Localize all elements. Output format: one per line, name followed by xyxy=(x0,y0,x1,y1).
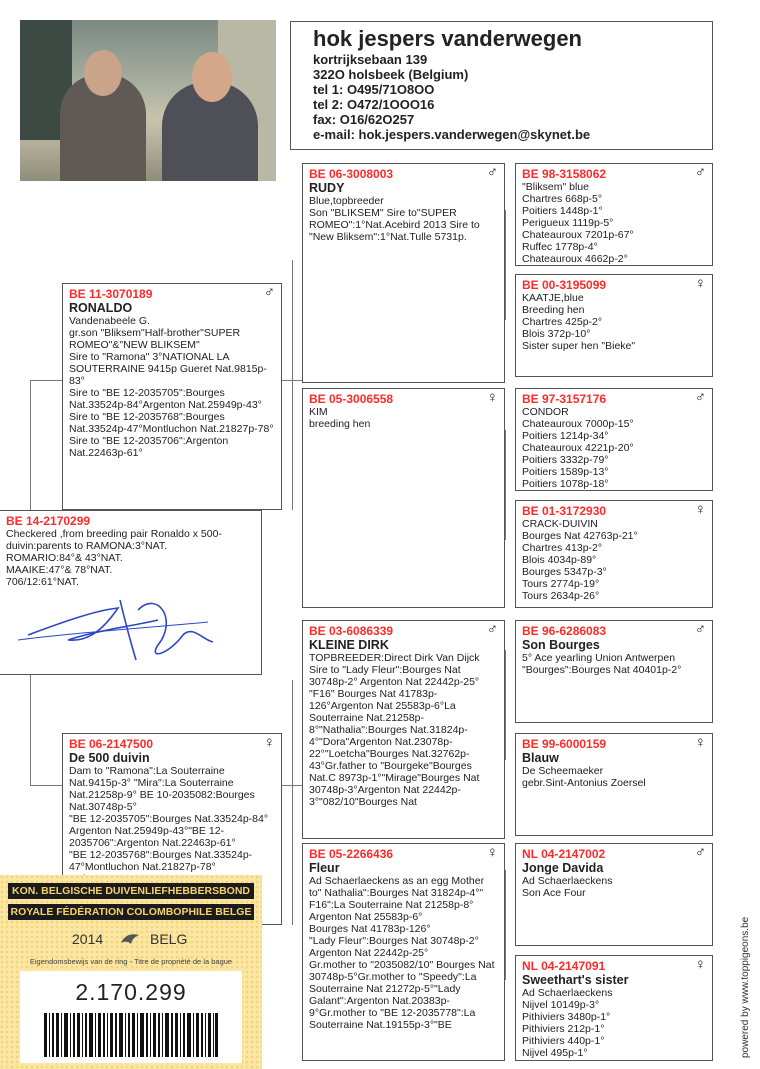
ring-number: BE 11-3070189 xyxy=(69,287,153,301)
bird-notes: Ad Schaerlaeckens as an egg Mother to" Nathalia":Bourges Nat 31824p-4°" F16":La Souterraine Nat 21258p-8° Argenton Nat 25583p-6° Bourges Nat 41783p-126° "Lady Fleur":Bourges Nat 30748p-2° Argenton Nat 22442p-25° Gr.mother to "2035082/10" Bourges Nat 30748p-5°Gr.mother to "Speedy":La Souterraine Nat 21272p-5°"Lady Galant":Argenton Nat.20383p-9°Gr.mother to "BE 12-2035778":La Souterraine Nat.19155p-3°"BE xyxy=(309,875,495,1031)
female-icon: ♀ xyxy=(486,389,498,406)
ring-number: BE 03-6086339 xyxy=(309,624,394,638)
bird-notes: 5° Ace yearling Union Antwerpen "Bourges":Bourges Nat 40401p-2° xyxy=(522,652,682,676)
ring-number: BE 99-6000159 xyxy=(522,737,607,751)
credit-text: powered by www.toppigeons.be xyxy=(740,916,751,1058)
ggs-card-3 xyxy=(515,620,713,723)
ring-number: NL 04-2147091 xyxy=(522,959,606,973)
ring-number: BE 05-2266436 xyxy=(309,847,394,861)
bird-name: RUDY xyxy=(309,181,345,195)
ggd-card-2 xyxy=(515,500,713,608)
loft-title: hok jespers vanderwegen xyxy=(313,26,582,51)
bird-name: KLEINE DIRK xyxy=(309,638,389,652)
sire-card xyxy=(62,283,282,510)
male-icon: ♂ xyxy=(694,621,706,638)
pigeon-logo-icon xyxy=(118,929,142,949)
bird-notes: KIM breeding hen xyxy=(309,406,371,430)
ring-number: BE 01-3172930 xyxy=(522,504,607,518)
federation-name-nl: KON. BELGISCHE DUIVENLIEFHEBBERSBOND xyxy=(8,883,254,899)
female-icon: ♀ xyxy=(694,501,706,518)
bird-name: Son Bourges xyxy=(522,638,600,652)
bird-notes: Dam to "Ramona":La Souterraine Nat.9415p-3° "Mira":La Souterraine Nat.21258p-9° BE 10-2035082:Bourges Nat.30748p-5° "BE 12-2035705":Bourges Nat.33524p-84° Argenton Nat.25949p-43°"BE 12-2035706":Argenton Nat.22463p-61° "BE 12-2035768":Bourges Nat.33524p-47°Montluchon Nat.21827p-78° xyxy=(69,765,269,873)
bird-name: RONALDO xyxy=(69,301,133,315)
ggs-card-2 xyxy=(515,388,713,491)
barcode xyxy=(44,1013,218,1057)
male-icon: ♂ xyxy=(694,844,706,861)
ggd-card-4 xyxy=(515,955,713,1061)
bird-notes: Ad Schaerlaeckens Son Ace Four xyxy=(522,875,613,899)
federation-name-fr: ROYALE FÉDÉRATION COLOMBOPHILE BELGE xyxy=(8,904,254,920)
granddam-maternal-card xyxy=(302,843,505,1061)
granddam-paternal-card xyxy=(302,388,505,608)
ggs-card-4 xyxy=(515,843,713,946)
bird-notes: Checkered ,from breeding pair Ronaldo x 500-duivin:parents to RAMONA:3°NAT. ROMARIO:84°& 43°NAT. MAAIKE:47°& 78°NAT. 706/12:61°NAT. xyxy=(6,528,222,588)
male-icon: ♂ xyxy=(263,284,275,301)
male-icon: ♂ xyxy=(486,164,498,181)
male-icon: ♂ xyxy=(694,164,706,181)
bird-name: Sweethart's sister xyxy=(522,973,629,987)
ring-number: BE 14-2170299 xyxy=(6,514,91,528)
certificate-caption: Eigendomsbewijs van de ring - Titre de propriété de la bague xyxy=(29,957,233,966)
fax-line: fax: O16/62O257 xyxy=(313,112,415,127)
female-icon: ♀ xyxy=(694,956,706,973)
ggd-card-1 xyxy=(515,274,713,377)
ring-number: BE 97-3157176 xyxy=(522,392,607,406)
phone-1: tel 1: O495/71O8OO xyxy=(313,82,435,97)
ring-number: BE 06-2147500 xyxy=(69,737,154,751)
ring-serial: 2.170.299 xyxy=(75,979,187,1005)
ring-number: BE 05-3006558 xyxy=(309,392,394,406)
female-icon: ♀ xyxy=(486,844,498,861)
female-icon: ♀ xyxy=(694,275,706,292)
ring-number: NL 04-2147002 xyxy=(522,847,606,861)
grandsire-maternal-card xyxy=(302,620,505,839)
loft-header xyxy=(290,21,713,150)
bird-name: De 500 duivin xyxy=(69,751,150,765)
ring-number: BE 98-3158062 xyxy=(522,167,607,181)
signature xyxy=(8,580,228,670)
bird-notes: Ad Schaerlaeckens Nijvel 10149p-3° Pithiviers 3480p-1° Pithiviers 212p-1° Pithiviers 440p-1° Nijvel 495p-1° xyxy=(522,987,613,1059)
bird-notes: Vandenabeele G. gr.son "Bliksem"Half-brother"SUPER ROMEO"&"NEW BLIKSEM" Sire to "Ramona" 3°NATIONAL LA SOUTERRAINE 9415p Gueret Nat.9815p-83° Sire to "BE 12-2035705":Bourges Nat.33524p-84°Argenton Nat.25949p-43° Sire to "BE 12-2035768":Bourges Nat.33524p-47°Montluchon Nat.21827p-78° Sire to "BE 12-2035706":Argenton Nat.22463p-61° xyxy=(69,315,274,459)
ring-number: BE 00-3195099 xyxy=(522,278,607,292)
address-line: kortrijksebaan 139 xyxy=(313,52,428,67)
grandsire-paternal-card xyxy=(302,163,505,383)
female-icon: ♀ xyxy=(263,734,275,751)
ring-year: 2014 xyxy=(72,931,104,947)
bird-notes: De Scheemaeker gebr.Sint-Antonius Zoersel xyxy=(522,765,646,789)
ring-number: BE 06-3008003 xyxy=(309,167,394,181)
ring-number: BE 96-6286083 xyxy=(522,624,607,638)
bird-name: Fleur xyxy=(309,861,340,875)
bird-name: Blauw xyxy=(522,751,559,765)
ggd-card-3 xyxy=(515,733,713,836)
owners-photo xyxy=(20,20,276,181)
male-icon: ♂ xyxy=(694,389,706,406)
male-icon: ♂ xyxy=(486,621,498,638)
bird-notes: TOPBREEDER:Direct Dirk Van Dijck Sire to "Lady Fleur":Bourges Nat 30748p-2° Argenton Nat 22442p-25° "F16" Bourges Nat 41783p-126°Argenton Nat 25583p-6°La Souterraine Nat.21258p-8°"Nathalia":Bourges Nat.31824p-4°"Dora"Argenton Nat.23078p-22°"Loetcha"Bourges Nat.32762p-43°Gr.father to "Bourgeke"Bourges Nat.C 8973p-1°"Mirage"Bourges Nat 30748p-3°Argenton Nat 22442p-3°"082/10"Bourges Nat xyxy=(309,652,480,808)
bird-notes: Blue,topbreeder Son "BLIKSEM" Sire to"SUPER ROMEO":1°Nat.Acebird 2013 Sire to "New Bliksem":1°Nat.Tulle 5731p. xyxy=(309,195,480,243)
bird-notes: KAATJE,blue Breeding hen Chartres 425p-2° Blois 372p-10° Sister super hen "Bieke" xyxy=(522,292,636,352)
bird-name: Jonge Davida xyxy=(522,861,604,875)
bird-notes: CRACK-DUIVIN Bourges Nat 42763p-21° Chartres 413p-2° Blois 4034p-89° Bourges 5347p-3° Tours 2774p-19° Tours 2634p-26° xyxy=(522,518,638,602)
bird-notes: "Bliksem" blue Chartres 668p-5° Poitiers 1448p-1° Perigueux 1119p-5° Chateauroux 7201p-67° Ruffec 1778p-4° Chateauroux 4662p-2° xyxy=(522,181,634,265)
ring-country: BELG xyxy=(150,931,188,947)
phone-2: tel 2: O472/1OOO16 xyxy=(313,97,435,112)
ggs-card-1 xyxy=(515,163,713,266)
female-icon: ♀ xyxy=(694,734,706,751)
bird-notes: CONDOR Chateauroux 7000p-15° Poitiers 1214p-34° Chateauroux 4221p-20° Poitiers 3332p-79° Poitiers 1589p-13° Poitiers 1078p-18° xyxy=(522,406,634,490)
email-line: e-mail: hok.jespers.vanderwegen@skynet.be xyxy=(313,127,591,142)
postal-line: 322O holsbeek (Belgium) xyxy=(313,67,469,82)
ring-certificate xyxy=(0,875,262,1069)
